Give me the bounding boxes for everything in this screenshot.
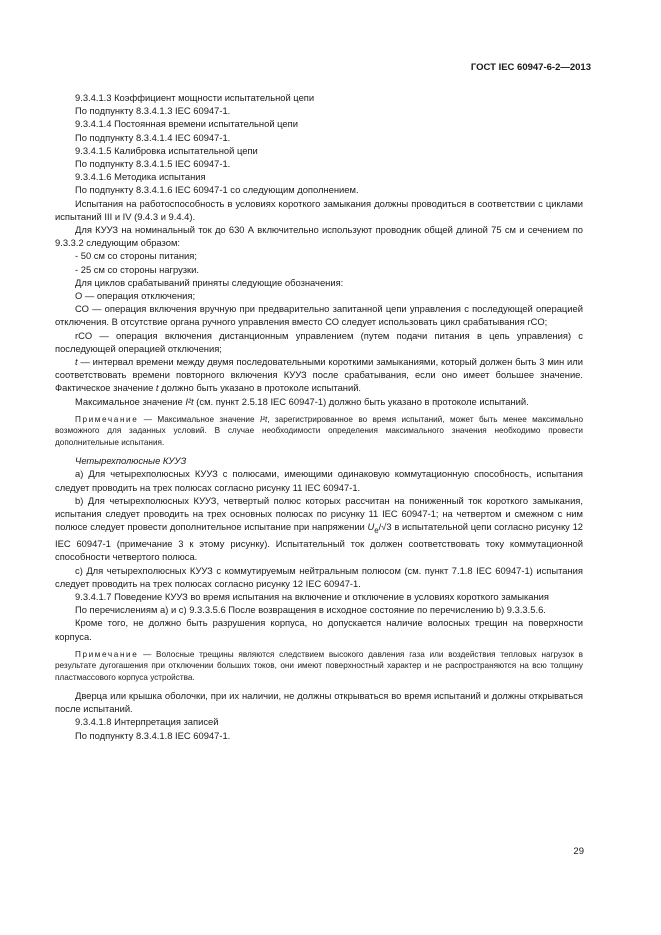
definition-text: — интервал времени между двумя последовательными короткими замыканиями, который должен быть 3 мин или соответствовать времени повторного включения КУУЗ после срабатывания, если оно имеет большее значение. Фактическое значение: [55, 356, 583, 394]
list-item: [55, 494, 583, 564]
note: [55, 649, 583, 683]
definition: СО — операция включения вручную при предварительно запитанной цепи управления с последующей операцией отключения. В отсутствие органа ручного управления вместо СО следует использовать цикл срабатывания rCO;: [55, 303, 583, 328]
clause-text: По подпункту 8.3.4.1.5 IEC 60947-1.: [75, 158, 231, 170]
symbol-u: U: [367, 521, 375, 533]
paragraph: По перечислениям a) и c) 9.3.3.5.6 После возвращения в исходное состояние по перечислению b) 9.3.3.5.6.: [75, 604, 546, 616]
list-item: - 50 см со стороны питания;: [75, 250, 197, 262]
clause-heading: 9.3.4.1.3 Коэффициент мощности испытательной цепи: [75, 92, 315, 103]
paragraph: Для КУУЗ на номинальный ток до 630 А включительно используют проводник общей длиной 75 см и сечением по 9.3.3.2 следующим образом:: [55, 224, 583, 249]
note-text: , зарегистрированное во время испытаний, может быть менее максимально возможного для заданных условий. В случае необходимости определения максимального значения необходимо провести дополнительные испытания.: [55, 414, 583, 447]
clause-text: По подпункту 8.3.4.1.8 IEC 60947-1.: [75, 729, 231, 741]
document-body: [55, 91, 583, 742]
paragraph: Дверца или крышка оболочки, при их наличии, не должны открываться во время испытаний и должны открываться после испытаний.: [55, 690, 583, 715]
list-item: c) Для четырехполюсных КУУЗ с коммутируемым нейтральным полюсом (см. пункт 7.1.8 IEC 60947-1) испытания следует проводить на трех полюсах согласно рисунку 12 IEC 60947-1.: [55, 564, 583, 589]
note: [55, 414, 583, 448]
paragraph-text: Максимальное значение: [75, 395, 186, 407]
clause-heading: 9.3.4.1.4 Постоянная времени испытательной цепи: [75, 118, 298, 130]
note-text: — Волосные трещины являются следствием высокого давления газа или воздействия тепловых нагрузок в результате дугогашения при отключении больших токов, они имеют поверхностный характер и не распространяются на всю толщину пластмассового корпуса устройства.: [55, 649, 583, 682]
list-item: a) Для четырехполюсных КУУЗ с полюсами, имеющими одинаковую коммутационную способность, испытания следует проводить на трех полюсах согласно рисунку 11 IEC 60947-1.: [55, 468, 583, 493]
definition: rCO — операция включения дистанционным управлением (путем подачи питания в цепь управления) с последующей операцией отключения;: [55, 329, 583, 354]
clause-text: По подпункту 8.3.4.1.4 IEC 60947-1.: [75, 131, 231, 143]
definition: О — операция отключения;: [75, 290, 196, 302]
symbol-t: t: [75, 356, 78, 368]
paragraph: [55, 395, 583, 408]
definition: [55, 355, 583, 395]
definition-text: должно быть указано в протоколе испытаний.: [158, 382, 362, 394]
symbol-sub-e: e: [374, 525, 379, 535]
paragraph: Испытания на работоспособность в условиях короткого замыкания должны проводиться в соответствии с циклами испытаний III и IV (9.4.3 и 9.4.4).: [55, 197, 583, 222]
note-label: Примечание: [75, 414, 139, 424]
clause-heading: 9.3.4.1.6 Методика испытания: [75, 171, 206, 183]
clause-heading: 9.3.4.1.8 Интерпретация записей: [75, 716, 219, 728]
note-text: — Максимальное значение: [138, 414, 260, 424]
paragraph-text: (см. пункт 2.5.18 IEC 60947-1) должно быть указано в протоколе испытаний.: [193, 395, 529, 407]
section-subtitle: Четырехполюсные КУУЗ: [75, 455, 187, 467]
symbol-t: t: [155, 382, 159, 394]
list-item: - 25 см со стороны нагрузки.: [75, 263, 199, 275]
clause-heading: 9.3.4.1.7 Поведение КУУЗ во время испытания на включение и отключение в условиях короткого замыкания: [75, 591, 549, 602]
list-item-text: в испытательной цепи согласно рисунку 12 IEC 60947-1 (примечание 3 к этому рисунку). Испытательный ток должен соответствовать току коммутационной способности четвертого полюса.: [55, 521, 584, 563]
clause-heading: 9.3.4.1.5 Калибровка испытательной цепи: [75, 144, 258, 156]
symbol-i2t: I²t: [259, 414, 268, 424]
page-number: 29: [573, 846, 584, 857]
document-header: ГОСТ IEC 60947-6-2—2013: [470, 62, 591, 73]
paragraph: Кроме того, не должно быть разрушения корпуса, но допускается наличие волосных трещин на поверхности корпуса.: [55, 617, 583, 642]
list-item-text: b) Для четырехполюсных КУУЗ, четвертый полюс которых рассчитан на пониженный ток короткого замыкания, испытания следует проводить на трех основных полюсах по рисунку 11 IEC 60947-1; на четвертом и смежном с ним полюсе следует провести дополнительное испытание при напряжении: [55, 494, 583, 533]
note-label: Примечание: [75, 649, 139, 659]
clause-text: По подпункту 8.3.4.1.6 IEC 60947-1 со следующим дополнением.: [75, 184, 359, 196]
symbol-i2t: I²t: [185, 395, 194, 407]
sqrt-3: /√3: [378, 521, 392, 533]
clause-text: По подпункту 8.3.4.1.3 IEC 60947-1.: [75, 105, 231, 117]
paragraph: Для циклов срабатываний приняты следующие обозначения:: [75, 276, 344, 288]
